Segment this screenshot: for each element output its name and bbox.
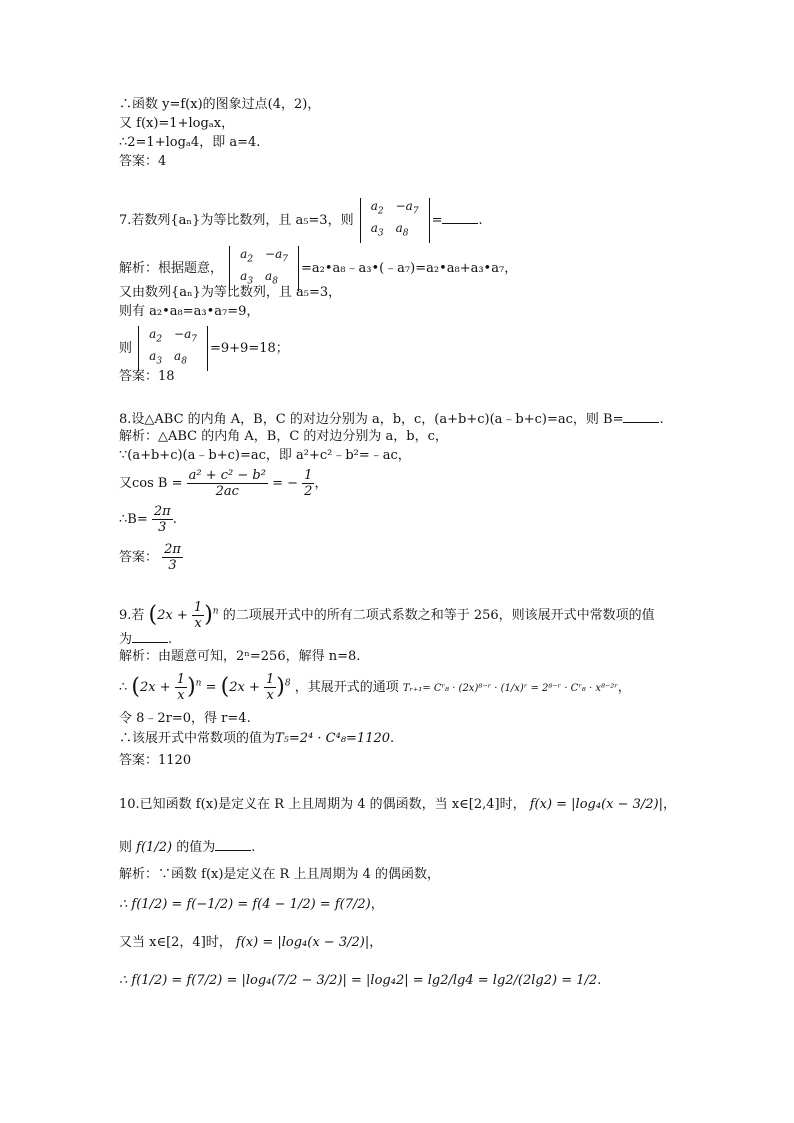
question-7 xyxy=(119,198,483,243)
text-suffix: ， xyxy=(370,897,384,912)
solution-label: 解析：根据题意， xyxy=(119,260,224,276)
denominator: 2 xyxy=(304,484,313,499)
text-suffix: . xyxy=(390,731,395,746)
question-8 xyxy=(119,410,664,429)
period: . xyxy=(659,412,664,427)
fraction xyxy=(152,504,173,535)
question-text: 7.若数列{aₙ}为等比数列，且 a₅=3，则 xyxy=(119,212,354,228)
text-line xyxy=(119,326,289,371)
formula-line xyxy=(119,730,394,748)
text-prefix: 又cos B = xyxy=(119,476,183,491)
text-suffix: ， xyxy=(663,797,677,812)
period: . xyxy=(251,840,256,855)
text-prefix: 为 xyxy=(119,632,133,647)
constant-term: T₅=2⁴ · C⁴₈=1120 xyxy=(275,731,391,746)
text-line: 解析：∵函数 f(x)是定义在 R 上且周期为 4 的偶函数， xyxy=(119,867,441,882)
question-10-cont xyxy=(119,838,255,857)
denominator: 2ac xyxy=(187,483,268,499)
period: . xyxy=(478,212,483,228)
question-10 xyxy=(119,796,676,814)
formula-line xyxy=(119,972,601,990)
text-line: 又 f(x)=1+logₐx， xyxy=(119,116,235,131)
text-suffix: . xyxy=(597,973,602,988)
formula-line xyxy=(119,504,177,535)
text-prefix: ∴B= xyxy=(119,512,148,527)
text-line: 令 8﹣2r=0，得 r=4. xyxy=(119,711,251,726)
numerator: 1 xyxy=(304,468,313,483)
formula-line xyxy=(119,468,327,499)
numerator: a² + c² − b² xyxy=(188,468,266,483)
denominator: 3 xyxy=(162,557,183,573)
question-text: 的二项展开式中的所有二项式系数之和等于 256，则该展开式中常数项的值 xyxy=(222,608,655,623)
question-text: 8.设△ABC 的内角 A，B，C 的对边分别为 a，b，c，(a+b+c)(a﹣b+c)=ac，则 B= xyxy=(119,412,624,427)
text-line: ∴函数 y=f(x)的图象过点(4，2)， xyxy=(119,97,321,112)
answer-blank xyxy=(623,410,659,423)
answer-line: 答案：1120 xyxy=(119,753,192,768)
binomial: (2x + $\frac{1}{x}$ )$^n$ = (2x + $\frac{1}{x}$ )$^8$ xyxy=(131,672,291,703)
formula-line xyxy=(119,896,384,914)
text-prefix: ∴ xyxy=(119,680,128,695)
text-prefix: ∴该展开式中常数项的值为 xyxy=(119,731,276,746)
text-mid: ，其展开式的通项 xyxy=(294,680,399,695)
question-prefix: 9.若 xyxy=(119,608,145,623)
question-text: 10.已知函数 f(x)是定义在 R 上且周期为 4 的偶函数，当 x∈[2,4]时， xyxy=(119,797,526,812)
text-prefix: 又当 x∈[2，4]时， xyxy=(119,935,232,950)
fraction xyxy=(302,468,314,499)
fraction xyxy=(162,542,183,573)
text-line: 解析：△ABC 的内角 A，B，C 的对边分别为 a，b，c， xyxy=(119,429,448,444)
function-value: f(1/2) xyxy=(136,840,173,855)
fraction xyxy=(187,468,268,499)
general-term: Tᵣ₊₁= Cʳ₈ · (2x)⁸⁻ʳ · (1/x)ʳ = 2⁸⁻ʳ · Cʳ₈ · x⁸⁻²ʳ xyxy=(402,683,618,694)
derivation: ∴ f(1/2) = f(−1/2) = f(4 − 1/2) = f(7/2) xyxy=(119,897,371,912)
text-line: 解析：由题意可知，2ⁿ=256，解得 n=8. xyxy=(119,649,361,664)
formula-line xyxy=(119,672,631,703)
text-line: ∵(a+b+c)(a﹣b+c)=ac，即 a²+c²﹣b²=﹣ac， xyxy=(119,448,411,463)
text-line: ∴2=1+logₐ4，即 a=4. xyxy=(119,135,261,150)
answer-line xyxy=(119,542,183,573)
period: . xyxy=(168,632,173,647)
text-line: 则有 a₂•a₈=a₃•a₇=9， xyxy=(119,304,260,319)
formula-line xyxy=(119,934,382,952)
equals: = xyxy=(431,212,443,228)
answer-blank xyxy=(132,630,168,643)
text-prefix: 则 xyxy=(119,840,133,855)
operator: = − xyxy=(272,476,299,491)
question-9-cont xyxy=(119,630,172,649)
determinant: $a_2$ $-a_7$ $a_3$ $a_8$ xyxy=(138,326,208,371)
function-def: f(x) = |log₄(x − 3/2)| xyxy=(529,797,664,812)
text-mid: 的值为 xyxy=(176,840,216,855)
text-suffix: ， xyxy=(369,935,383,950)
solution-text: =a₂•a₈﹣a₃•(﹣a₇)=a₂•a₈+a₃•a₇， xyxy=(301,260,518,276)
question-9 xyxy=(119,600,655,631)
text-line: 又由数列{aₙ}为等比数列，且 a₅=3， xyxy=(119,285,342,300)
text-suffix: ， xyxy=(617,680,631,695)
determinant: $a_2$ $-a_7$ $a_3$ $a_8$ xyxy=(229,246,299,291)
determinant: $a_2$ $-a_7$ $a_3$ $a_8$ xyxy=(360,198,430,243)
text-suffix: ， xyxy=(314,476,328,491)
binomial: (2x + $\frac{1}{x}$ )$^n$ xyxy=(148,600,219,631)
text-suffix: . xyxy=(172,512,177,527)
answer-line: 答案：18 xyxy=(119,369,175,384)
answer-blank xyxy=(215,838,251,851)
function-def: f(x) = |log₄(x − 3/2)| xyxy=(235,935,370,950)
final-computation: ∴ f(1/2) = f(7/2) = |log₄(7/2 − 3/2)| = |log₄2| = lg2/lg4 = lg2/(2lg2) = 1/2 xyxy=(119,973,598,988)
denominator: 3 xyxy=(152,519,173,535)
text-prefix: 则 xyxy=(119,340,133,356)
answer-label: 答案： xyxy=(119,550,159,565)
numerator: 2π xyxy=(164,542,181,557)
text-suffix: =9+9=18； xyxy=(210,340,289,356)
numerator: 2π xyxy=(153,504,171,519)
answer-blank xyxy=(442,211,478,224)
answer-line: 答案：4 xyxy=(119,154,167,169)
